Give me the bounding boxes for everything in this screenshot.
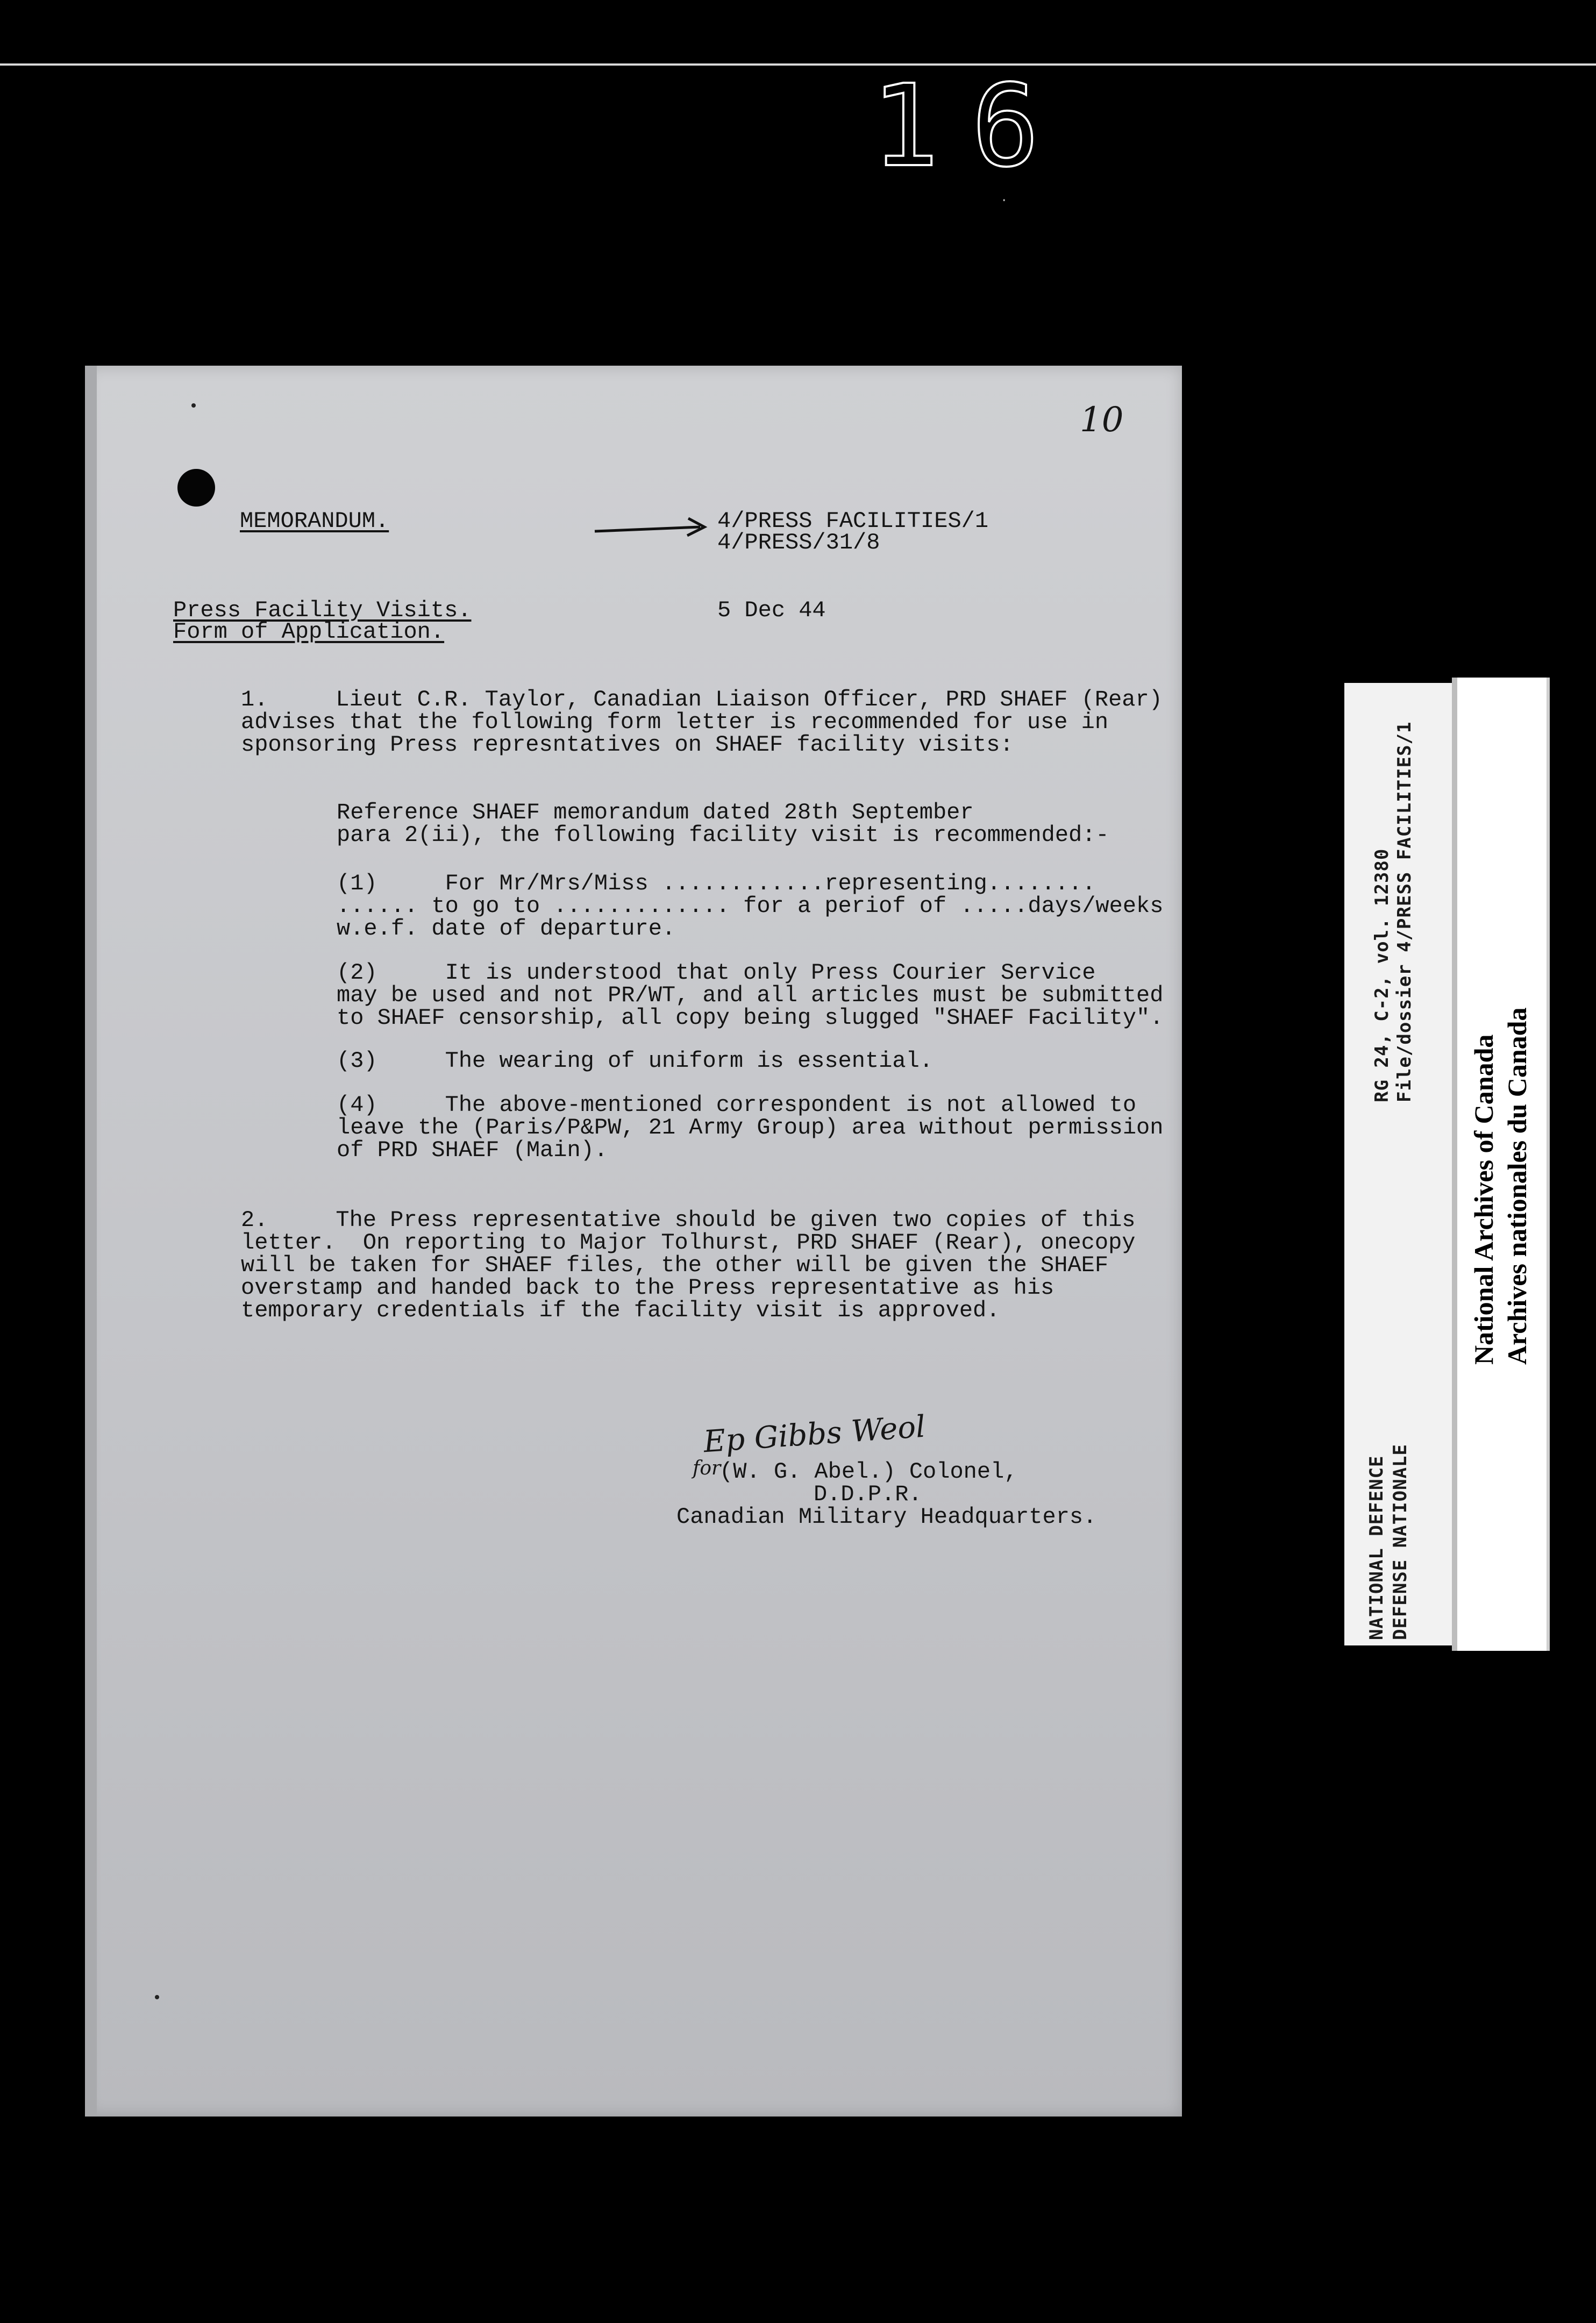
archives-canada-label: [1452, 678, 1550, 1651]
file-ref-2: 4/PRESS/31/8: [717, 530, 880, 555]
film-frame-number: 16: [871, 60, 1072, 192]
form-item-2-line: to SHAEF censorship, all copy being slugged "SHAEF Facility".: [337, 1005, 1164, 1031]
para2-line: temporary credentials if the facility visit is approved.: [241, 1298, 1000, 1323]
para1-line: 1. Lieut C.R. Taylor, Canadian Liaison Officer, PRD SHAEF (Rear): [241, 687, 1163, 712]
signature-prefix: for: [693, 1457, 721, 1479]
form-item-4-line: of PRD SHAEF (Main).: [337, 1137, 608, 1163]
defence-line-2: DEFENSE NATIONALE: [1390, 1444, 1411, 1640]
signature-name: (W. G. Abel.) Colonel,: [719, 1459, 1018, 1485]
form-item-1-line: ...... to go to ............. for a periof of .....days/weeks: [337, 893, 1164, 919]
form-item-1-line: (1) For Mr/Mrs/Miss ............representing........: [337, 871, 1096, 896]
signature-title: D.D.P.R.: [814, 1481, 922, 1507]
para1-line: sponsoring Press represntatives on SHAEF facility visits:: [241, 732, 1014, 758]
para2-line: letter. On reporting to Major Tolhurst, PRD SHAEF (Rear), onecopy: [241, 1230, 1136, 1256]
paper-speck: [155, 1995, 159, 1999]
para2-line: will be taken for SHAEF files, the other will be given the SHAEF: [241, 1252, 1109, 1278]
ref-line-1: RG 24, C-2, vol. 12380: [1371, 848, 1393, 1102]
subject-line-2: Form of Application.: [173, 619, 445, 645]
form-intro-line: para 2(ii), the following facility visit is recommended:-: [337, 822, 1109, 848]
memo-page: [85, 366, 1182, 2117]
form-item-3: (3) The wearing of uniform is essential.: [337, 1048, 933, 1074]
form-item-4-line: (4) The above-mentioned correspondent is not allowed to: [337, 1092, 1137, 1118]
form-item-4-line: leave the (Paris/P&PW, 21 Army Group) area without permission: [337, 1115, 1164, 1141]
memo-date: 5 Dec 44: [717, 597, 826, 623]
nac-french: Archives nationales du Canada: [1502, 1007, 1532, 1365]
paper-speck: [191, 403, 196, 408]
para2-line: overstamp and handed back to the Press representative as his: [241, 1275, 1054, 1301]
form-intro-line: Reference SHAEF memorandum dated 28th September: [337, 800, 974, 825]
subject-line-1: Press Facility Visits.: [173, 597, 472, 623]
film-top-rule: [0, 63, 1596, 66]
page-edge-shadow: [85, 366, 97, 2117]
defence-line-1: NATIONAL DEFENCE: [1366, 1455, 1387, 1640]
handwritten-signature: Ep Gibbs Weol: [702, 1409, 927, 1460]
film-frame-mark: ·: [1000, 194, 1008, 208]
handwritten-page-number: 10: [1080, 400, 1124, 440]
ref-line-2: File/dossier 4/PRESS FACILITIES/1: [1394, 721, 1415, 1102]
archive-reference-label: [1344, 683, 1452, 1645]
memo-heading: MEMORANDUM.: [240, 508, 389, 534]
punch-hole: [177, 469, 215, 507]
signature-org: Canadian Military Headquarters.: [676, 1504, 1097, 1530]
form-item-2-line: may be used and not PR/WT, and all articles must be submitted: [337, 982, 1164, 1008]
nac-english: National Archives of Canada: [1469, 1034, 1499, 1365]
form-item-1-line: w.e.f. date of departure.: [337, 916, 676, 942]
file-ref-1: 4/PRESS FACILITIES/1: [717, 508, 989, 534]
para1-line: advises that the following form letter is recommended for use in: [241, 709, 1109, 735]
arrow-right-icon: [593, 511, 711, 543]
form-item-2-line: (2) It is understood that only Press Courier Service: [337, 960, 1096, 986]
para2-line: 2. The Press representative should be given two copies of this: [241, 1207, 1136, 1233]
